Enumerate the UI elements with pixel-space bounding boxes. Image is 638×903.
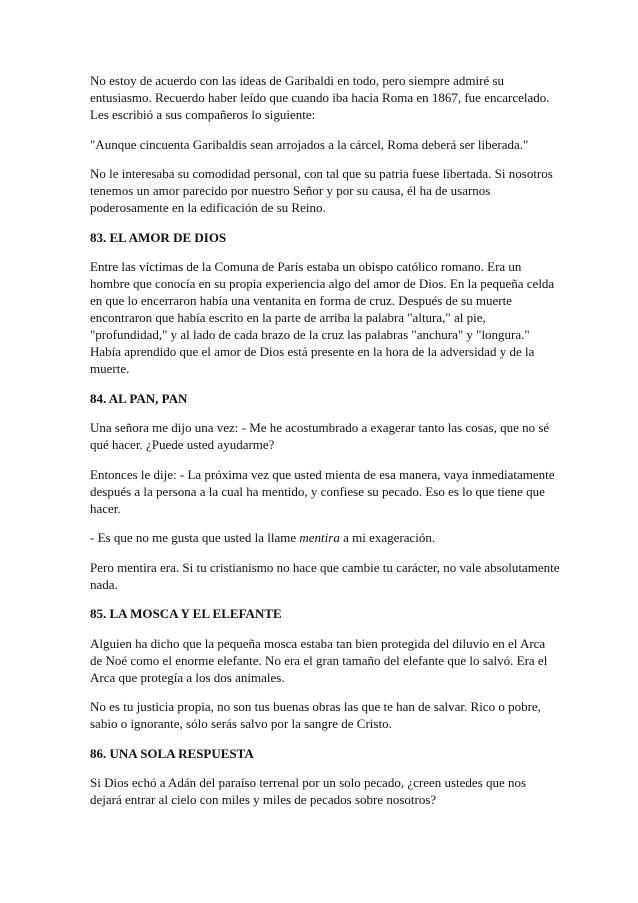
heading-83: 83. EL AMOR DE DIOS — [90, 229, 227, 245]
paragraph-mentira-start: - Es que no me gusta que usted la llame — [90, 530, 300, 545]
paragraph-mosca-elefante: Alguien ha dicho que la pequeña mosca estaba tan bien protegida del diluvio en el Arca de Noé como el enorme elefante. No era el gran tamaño del elefante que lo salvó. Era el Arca que protegía a los dos animales. — [90, 635, 548, 685]
paragraph-cristianismo: Pero mentira era. Si tu cristianismo no hace que cambie tu carácter, no vale absolutamente nada. — [90, 559, 560, 592]
paragraph-mentira — [90, 529, 560, 546]
paragraph-mentira-end: a mi exageración. — [339, 530, 436, 545]
paragraph-amor-de-dios: Entre las víctimas de la Comuna de París estaba un obispo católico romano. Era un hombre que conocía en su propia experiencia algo del amor de Dios. En la pequeña celda en que lo encerraron había una ventanita en forma de cruz. Después de su muerte encontraron que había escrito en la parte de arriba la palabra "altura," al pie, "profundidad," y al lado de cada brazo de la cruz las palabras "anchura" y "longura." Había aprendido que el amor de Dios está presente en la hora de la adversidad y de la muerte. — [90, 259, 555, 376]
paragraph-garibaldi-lesson: No le interesaba su comodidad personal, con tal que su patria fuese libertada. Si nosotros tenemos un amor parecido por nuestro Señor y por su causa, él ha de usarnos poderosamente en la edificación de su Reino. — [90, 166, 553, 215]
paragraph-mentira-italic: mentira — [299, 530, 340, 545]
paragraph-adan: Si Dios echó a Adán del paraíso terrenal por un solo pecado, ¿creen ustedes que nos dejará entrar al cielo con miles y miles de pecados sobre nosotros? — [90, 775, 527, 807]
paragraph-senora-exagerar: Una señora me dijo una vez: - Me he acostumbrado a exagerar tanto las cosas, que no sé qué hacer. ¿Puede usted ayudarme? — [90, 420, 550, 452]
heading-86: 86. UNA SOLA RESPUESTA — [90, 745, 254, 761]
paragraph-justicia-propia: No es tu justicia propia, no son tus buenas obras las que te han de salvar. Rico o pobre, sabio o ignorante, sólo serás salvo por la sangre de Cristo. — [90, 699, 541, 731]
heading-85: 85. LA MOSCA Y EL ELEFANTE — [90, 606, 282, 621]
paragraph-garibaldi-quote: "Aunque cincuenta Garibaldis sean arrojados a la cárcel, Roma deberá ser liberada." — [90, 136, 529, 152]
paragraph-garibaldi-intro: No estoy de acuerdo con las ideas de Garibaldi en todo, pero siempre admiré su entusiasmo. Recuerdo haber leído que cuando iba hacia Roma en 1867, fue encarcelado. Les escribió a sus compañeros lo siguiente: — [90, 73, 550, 122]
document-page — [90, 72, 560, 821]
paragraph-respuesta: Entonces le dije: - La próxima vez que usted mienta de esa manera, vaya inmediatamente después a la persona a la cual ha mentido, y confiese su pecado. Eso es lo que tiene que hacer. — [90, 466, 555, 516]
heading-84: 84. AL PAN, PAN — [90, 390, 188, 406]
